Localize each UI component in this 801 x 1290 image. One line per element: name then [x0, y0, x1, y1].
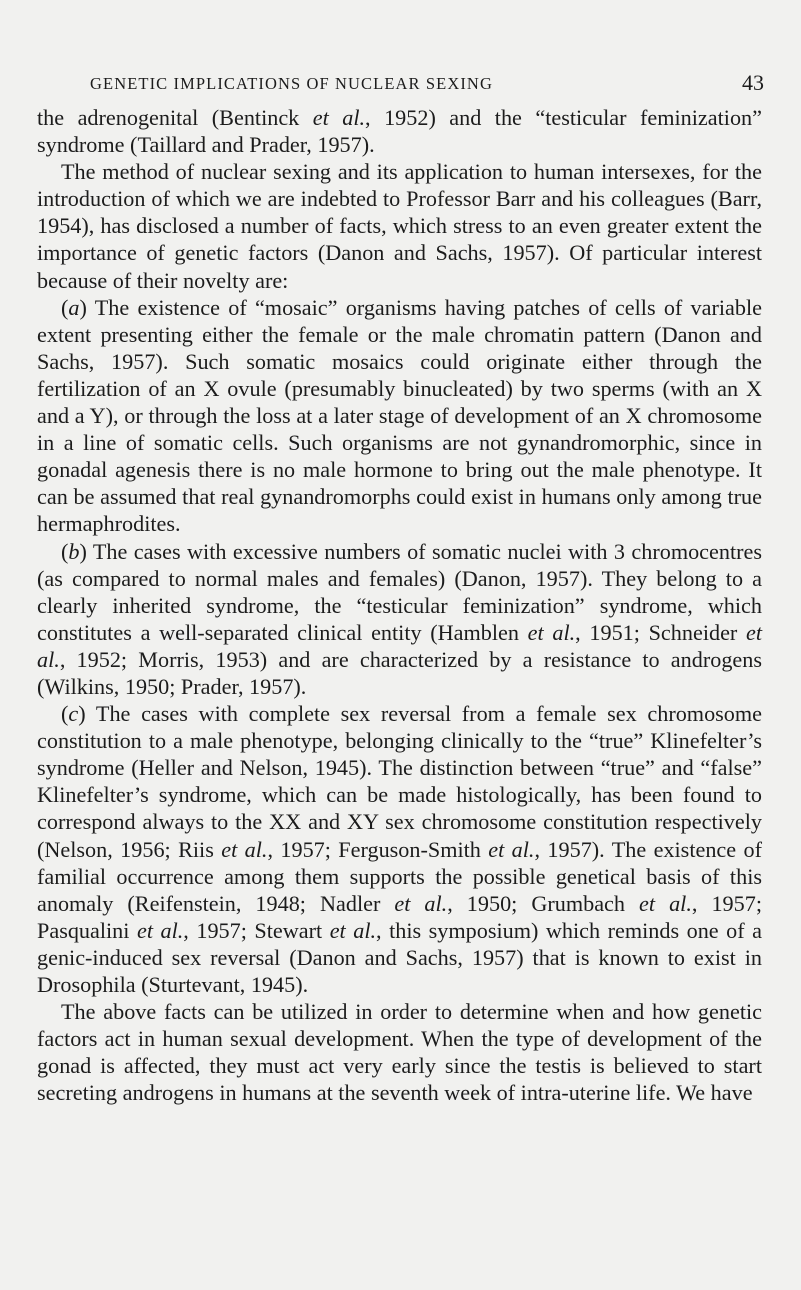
text-run: , 1957). The existence of familial occurrence among them supports the possible genetical basis of this anomaly (Reifenstein, 1948; Nadler [37, 836, 762, 916]
text-run: , 1950; Grumbach [447, 890, 640, 916]
italic-text: et al. [488, 836, 535, 862]
text-run: ) The cases with complete sex reversal from a female sex chromosome constitution to a male phenotype, belonging clinically to the “true” Klinefelter’s syndrome (Heller and Nelson, 1945). The distinction between “true” and “false” Klinefelter’s syndrome, which can be made histologically, has been found to correspond always to the XX and XY sex chromosome constitution respectively (Nelson, 1956; Riis [37, 701, 762, 862]
text-run: The above facts can be utilized in order to determine when and how genetic factors act in human sexual development. When the type of development of the gonad is affected, they must act very early since the testis is believed to start secreting androgens in humans at the seventh week of intra-uterine life. We have [37, 999, 762, 1106]
page-header [37, 70, 764, 102]
text-run: the adrenogenital (Bentinck [37, 105, 313, 130]
text-run: ) The cases with excessive numbers of somatic nuclei with 3 chromocentres (as compared to normal males and females) (Danon, 1957). They belong to a clearly inherited syndrome, the “testicular feminization” syndrome, which constitutes a well-separated clinical entity (Hamblen [37, 538, 762, 645]
body-text [37, 104, 762, 1106]
paragraph [37, 700, 762, 998]
italic-text: a [68, 294, 80, 320]
italic-text: et al. [221, 836, 268, 862]
text-run: , this symposium) which reminds one of a genic-induced sex reversal (Danon and Sachs, 1957) that is known to exist in Drosophila (Sturtevant, 1945). [37, 917, 762, 997]
paragraph [37, 294, 762, 538]
text-run: , 1952; Morris, 1953) and are characterized by a resistance to androgens (Wilkins, 1950; Prader, 1957). [37, 646, 762, 699]
italic-text: et al. [37, 619, 762, 672]
paragraph [37, 998, 762, 1106]
text-run: , 1957; Pasqualini [37, 890, 762, 943]
page-number: 43 [742, 70, 764, 95]
italic-text: et al. [136, 917, 184, 943]
text-run: , 1952) and the “testicular feminization” syndrome (Taillard and Prader, 1957). [37, 105, 762, 158]
italic-text: et al. [312, 105, 366, 130]
italic-text: et al. [527, 619, 576, 645]
text-run: , 1951; Schneider [575, 619, 746, 645]
text-run: ) The existence of “mosaic” organisms having patches of cells of variable extent presenting either the female or the male chromatin pattern (Danon and Sachs, 1957). Such somatic mosaics could originate either through the fertilization of an X ovule (presumably binucleated) by two sperms (with an X and a Y), or through the loss at a later stage of development of an X chromosome in a line of somatic cells. Such organisms are not gynandromorphic, since in gonadal agenesis there is no male hormone to bring out the male phenotype. It can be assumed that real gynandromorphs could exist in humans only among true hermaphrodites. [37, 294, 762, 537]
italic-text: b [68, 538, 80, 564]
text-run: ( [61, 294, 69, 320]
italic-text: c [68, 701, 79, 727]
paragraph [37, 158, 762, 293]
running-head: GENETIC IMPLICATIONS OF NUCLEAR SEXING [90, 74, 493, 93]
text-run: ( [61, 701, 69, 727]
italic-text: et al. [329, 917, 377, 943]
text-run: ( [61, 538, 69, 564]
paragraph [37, 104, 762, 158]
paragraph [37, 538, 762, 701]
text-run: The method of nuclear sexing and its application to human intersexes, for the introduction of which we are indebted to Professor Barr and his colleagues (Barr, 1954), has disclosed a number of facts, which stress to an even greater extent the importance of genetic factors (Danon and Sachs, 1957). Of particular interest because of their novelty are: [37, 159, 762, 293]
italic-text: et al. [394, 890, 448, 916]
text-run: , 1957; Stewart [183, 917, 330, 943]
italic-text: et al. [639, 890, 692, 916]
text-run: , 1957; Ferguson-Smith [267, 836, 489, 862]
